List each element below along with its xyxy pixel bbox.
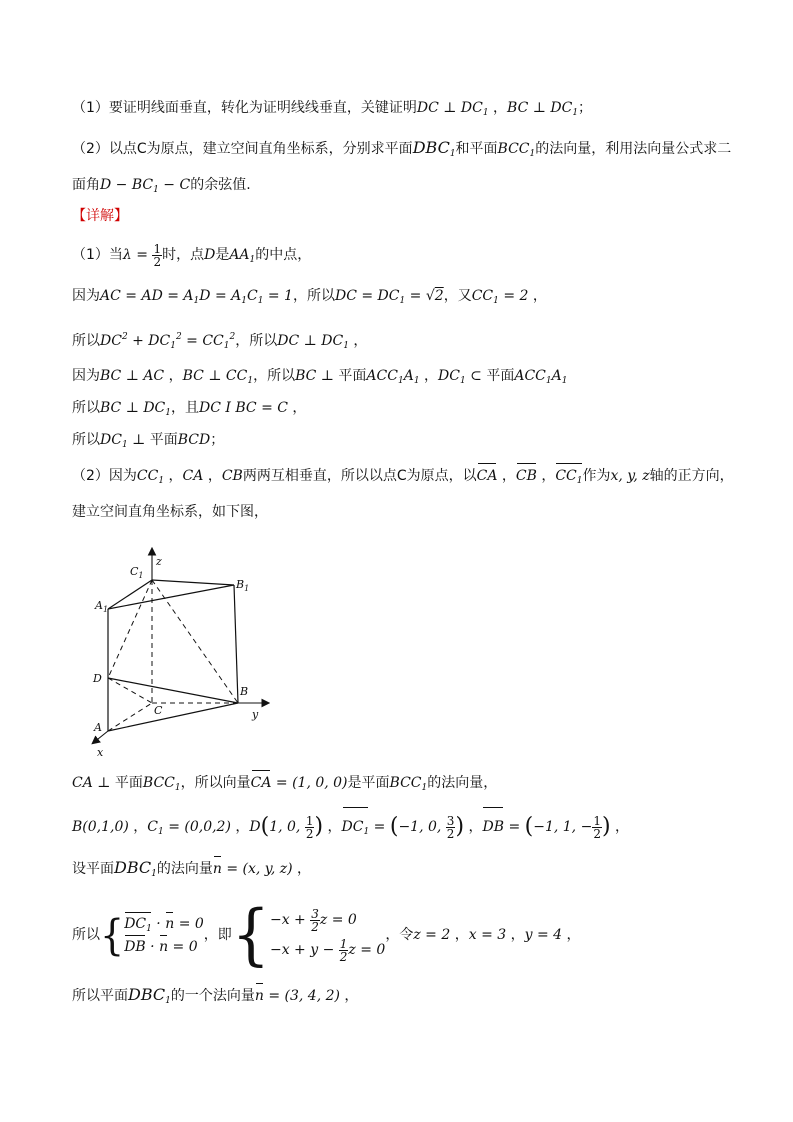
label-d: D [93, 672, 102, 685]
line-8: 所以BC ⊥ $DC_1$，且DC I BC = C ， [72, 400, 307, 418]
math: x = 3 [468, 927, 507, 943]
line-7: 因为BC ⊥ AC ，BC ⊥ $CC_1$，所以BC ⊥ 平面$ACC_1A_1$ ，$DC_1$ ⊂ 平面$ACC_1A_1$ [72, 368, 568, 386]
text: ，所以向量 [180, 775, 251, 791]
text: 的法向量 [156, 861, 213, 877]
math: $DC^2 + DC_1^2 = CC_1^2$ [100, 332, 236, 351]
text: 平面 [149, 432, 178, 448]
fraction: $\frac{1}{2}$ [305, 813, 314, 841]
label-c1: $C_1$ [130, 565, 144, 580]
label-x: x [97, 746, 104, 758]
math: D(1, 0, [249, 814, 305, 839]
line-15: 所以{ $DC_1 \cdot n = 0$ DB · n = 0 ，即{ −x + $\frac{3}{2}$ z = 0 −x + y − $\frac{1}{2}$ z = 0 ，令z = 2 ，x = 3 ，y = 4 ， [72, 896, 581, 974]
text: 所以 [72, 927, 100, 943]
prism-figure [84, 543, 284, 758]
math: CA [182, 468, 204, 484]
label-z: z [156, 555, 162, 568]
math: BC ⊥ [295, 368, 339, 384]
vector: CB [515, 468, 537, 484]
text: 两两互相垂直，所以以点C为原点，以 [242, 468, 477, 484]
text: 的法向量， [427, 775, 498, 791]
math: D [204, 247, 216, 263]
math: $DBC_1$ [128, 985, 171, 1006]
text: 设平面 [72, 861, 114, 877]
label-b1: $B_1$ [236, 578, 250, 593]
detail-heading [72, 206, 128, 226]
math: CA = (1, 0, 0) [250, 775, 348, 791]
math: $BCC_1$ [497, 141, 536, 159]
text: （1）要证明线面垂直，转化为证明线线垂直，关键证明 [72, 100, 417, 116]
text: （2）因为 [72, 468, 137, 484]
text: （1）当 [72, 247, 123, 263]
fraction: $\frac{1}{2}$ [593, 813, 601, 841]
line-5: 因为AC = AD = $A_1D = A_1C_1 = 1$，所以DC = $DC_1 = √2$，又$CC_1 = 2$ ， [72, 288, 547, 306]
text: 时，点 [162, 247, 205, 263]
math: $D - BC_1 - C$ [100, 177, 191, 195]
line-10: （2）因为$CC_1$ ，CA ，CB两两互相垂直，所以以点C为原点，以CA ，CB ，$CC_1$作为x, y, z轴的正方向， [72, 466, 734, 491]
math: $DC_1$ ⊂ [438, 368, 487, 386]
math: $ACC_1A_1$ [514, 368, 568, 386]
math: $AA_1$ [229, 247, 256, 265]
text: 是 [215, 247, 230, 263]
dashed-edges [108, 580, 238, 731]
text: 平面 [114, 775, 143, 791]
math: DC ⊥ $DC_1$ [416, 100, 489, 118]
text: 因为 [72, 288, 100, 304]
left-brace: { [231, 896, 270, 974]
text: 【详解】 [72, 208, 128, 224]
math: n = (3, 4, 2) [254, 988, 340, 1004]
text: 所以 [72, 400, 100, 416]
text: （2）以点C为原点，建立空间直角坐标系，分别求平面 [72, 141, 413, 157]
label-c: C [154, 704, 163, 717]
equation-system: $DC_1 \cdot n = 0$ DB · n = 0 [124, 915, 204, 955]
text: ，所以 [253, 368, 296, 384]
line-2 [72, 138, 731, 164]
text: 是平面 [347, 775, 390, 791]
text: 平面 [338, 368, 367, 384]
math: DC = $DC_1 = √2$ [334, 288, 444, 306]
text: ，令 [385, 927, 414, 943]
label-a: A [94, 721, 102, 734]
math: $DC_1 = (-1$, 0, [342, 819, 446, 835]
text: 的余弦值. [190, 177, 251, 193]
math: BC ⊥ $DC_1$ [100, 400, 171, 418]
line-1: （1）要证明线面垂直，转化为证明线线垂直，关键证明DC ⊥ $DC_1$ ，BC ⊥ $DC_1$； [72, 100, 593, 118]
text: 所以 [72, 333, 100, 349]
line-13: B(0,1,0) ，$C_1 = (0,0,2)$ ，D(1, 0, $\frac{1}{2}$ ) ，$DC_1 = (-1$, 0, $\frac{3}{2}$ ) ，DB = (−1, 1, − $\frac{1}{2}$ ) ， [72, 810, 629, 849]
math: DC ⊥ $DC_1$ [277, 333, 349, 351]
line-6: 所以$DC^2 + DC_1^2 = CC_1^2$，所以DC ⊥ $DC_1$ ， [72, 332, 368, 351]
equation-system: −x + $\frac{3}{2}$ z = 0 −x + y − $\frac{1}{2}$ z = 0 [269, 906, 386, 964]
math: CB [221, 468, 243, 484]
fraction: $\frac{1}{2}$ [153, 241, 162, 269]
solid-edges [108, 580, 238, 731]
math: x, y, z [610, 468, 650, 484]
math: z = 2 [413, 927, 451, 943]
text: ，所以 [292, 288, 335, 304]
math: $C_1 = (0,0,2)$ [147, 819, 231, 837]
math: BCD [177, 432, 211, 448]
math: DC I BC = C [199, 400, 288, 416]
text: 平面 [486, 368, 515, 384]
math: BC ⊥ $DC_1$ [507, 100, 579, 118]
text: 因为 [72, 368, 100, 384]
text: 的一个法向量 [170, 988, 255, 1004]
left-brace: { [100, 910, 125, 960]
math: AC = AD = $A_1D = A_1C_1 = 1$ [100, 288, 293, 306]
line-9: 所以$DC_1$ ⊥ 平面BCD； [72, 432, 225, 450]
text: ，所以 [235, 333, 278, 349]
math: CA ⊥ [72, 775, 115, 791]
text: ，且 [171, 400, 199, 416]
text: 的法向量，利用法向量公式求二 [535, 141, 732, 157]
text: 轴的正方向， [649, 468, 734, 484]
text: 面角 [72, 177, 100, 193]
fraction: $\frac{3}{2}$ [446, 813, 455, 841]
math: $BCC_1$ [142, 775, 181, 793]
label-b: B [240, 685, 249, 698]
math: BC ⊥ $CC_1$ [182, 368, 254, 386]
line-16: 所以平面$DBC_1$的一个法向量n = (3, 4, 2) ， [72, 985, 359, 1006]
line-11 [72, 502, 268, 522]
label-a1: $A_1$ [95, 599, 109, 614]
math: $DBC_1$ [114, 858, 157, 879]
math: y = 4 [524, 927, 563, 943]
math: BC ⊥ AC [100, 368, 165, 384]
vector: CA [476, 468, 498, 484]
math: $DBC_1$ [412, 138, 456, 159]
text: 的中点， [255, 247, 312, 263]
math: $ACC_1A_1$ [366, 368, 420, 386]
math: $BCC_1$ [389, 775, 428, 793]
text: 和平面 [455, 141, 498, 157]
line-4 [72, 240, 311, 275]
line-12 [72, 773, 497, 798]
math: DB = (−1, 1, − [482, 819, 592, 835]
math: $CC_1$ [136, 468, 165, 486]
math: n = (x, y, z) [212, 861, 293, 877]
label-y: y [252, 708, 259, 721]
text: 作为 [582, 468, 611, 484]
line-14: 设平面$DBC_1$的法向量n = (x, y, z) ， [72, 858, 312, 879]
math: B(0,1,0) [72, 819, 129, 835]
math: $CC_1 = 2$ [471, 288, 529, 306]
line-3 [72, 175, 251, 200]
text: 所以平面 [72, 988, 128, 1004]
math: λ = [122, 247, 153, 263]
text: ，又 [443, 288, 472, 304]
text: 所以 [72, 432, 100, 448]
math: $DC_1$ ⊥ [100, 432, 150, 450]
text: ，即 [203, 927, 232, 943]
text: 建立空间直角坐标系，如下图， [72, 504, 268, 520]
vector: $CC_1$ [555, 466, 582, 491]
